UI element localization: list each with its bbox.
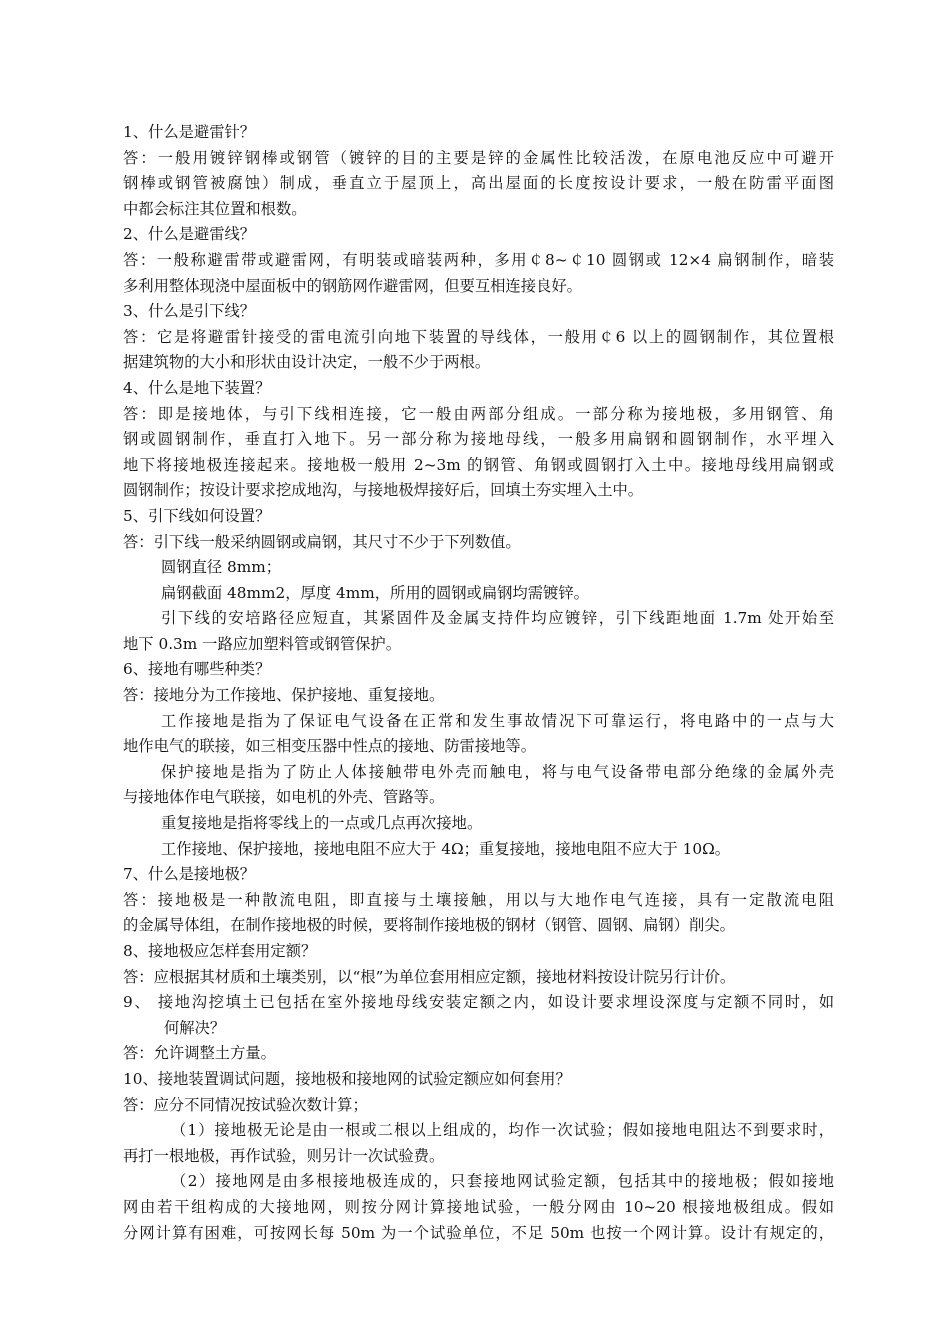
question-8: 8、接地极应怎样套用定额？	[123, 942, 317, 960]
answer-line: （1）接地极无论是由一根或二根以上组成的，均作一次试验；假如接地电阻达不到要求时，	[171, 1121, 834, 1140]
answer-line: 钢或圆钢制作，垂直打入地下。另一部分称为接地母线，一般多用扁钢和圆钢制作，水平埋入	[123, 430, 834, 449]
question-6: 6、接地有哪些种类？	[123, 660, 271, 679]
question-3: 3、什么是引下线？	[123, 302, 256, 321]
answer-line: 答：即是接地体，与引下线相连接，它一般由两部分组成。一部分称为接地极，多用钢管、角	[123, 404, 834, 423]
answer-line: 答：它是将避雷针接受的雷电流引向地下装置的导线体，一般用￠6 以上的圆钢制作，其位置根	[123, 327, 834, 346]
answer-line: 与接地体作电气联接，如电机的外壳、管路等。	[123, 788, 445, 807]
answer-line: 圆钢直径 8mm；	[161, 558, 282, 577]
answer-line: 圆钢制作；按设计要求挖成地沟，与接地极焊接好后，回填土夯实埋入土中。	[123, 481, 644, 500]
answer-line: 分网计算有困难，可按网长每 50m 为一个试验单位，不足 50m 也按一个网计算。设计有规定的，	[123, 1223, 834, 1242]
answer-line: 钢棒或钢管被腐蚀）制成，垂直立于屋顶上，高出屋面的长度按设计要求，一般在防雷平面图	[123, 174, 834, 193]
answer-line: 工作接地、保护接地，接地电阻不应大于 4Ω；重复接地，接地电阻不应大于 10Ω。	[161, 839, 731, 858]
answer-line: 地下 0.3m 一路应加塑料管或钢管保护。	[123, 634, 402, 653]
question-4: 4、什么是地下装置？	[123, 378, 271, 397]
answer-line: 地下将接地极连接起来。接地极一般用 2~3m 的钢管、角钢或圆钢打入土中。接地母线用扁钢或	[123, 455, 834, 474]
answer-line: 引下线的安培路径应短直，其紧固件及金属支持件均应镀锌，引下线距地面 1.7m 处开始至	[161, 609, 834, 628]
answer-line: 多利用整体现浇中屋面板中的钢筋网作避雷网，但要互相连接良好。	[123, 276, 582, 295]
answer-line: 据建筑物的大小和形状由设计决定，一般不少于两根。	[123, 353, 491, 372]
answer-line: 中都会标注其位置和根数。	[123, 199, 307, 218]
answer-line: 答：引下线一般采纳圆钢或扁钢，其尺寸不少于下列数值。	[123, 532, 521, 551]
answer-line: 答：一般称避雷带或避雷网，有明装或暗装两种，多用￠8~￠10 圆钢或 12×4 扁钢制作，暗装	[123, 250, 834, 269]
question-9-cont: 何解决？	[164, 1018, 226, 1037]
question-5: 5、引下线如何设置？	[123, 506, 271, 525]
question-2: 2、什么是避雷线？	[123, 225, 256, 244]
question-1: 1、什么是避雷针？	[123, 123, 256, 141]
answer-line: 保护接地是指为了防止人体接触带电外壳而触电，将与电气设备带电部分绝缘的金属外壳	[161, 762, 834, 781]
answer-line: 答：接地分为工作接地、保护接地、重复接地。	[123, 686, 445, 705]
answer-line: 扁钢截面 48mm2，厚度 4mm，所用的圆钢或扁钢均需镀锌。	[161, 583, 589, 602]
answer-line: 答：应分不同情况按试验次数计算；	[123, 1095, 368, 1114]
answer-line: 重复接地是指将零线上的一点或几点再次接地。	[161, 814, 483, 833]
answer-line: 的金属导体组，在制作接地极的时候，要将制作接地极的钢材（钢管、圆钢、扁钢）削尖。	[123, 916, 735, 935]
question-9: 9、 接地沟挖填土已包括在室外接地母线安装定额之内，如设计要求埋设深度与定额不同时，如	[123, 993, 834, 1012]
answer-line: 答：一般用镀锌钢棒或钢管（镀锌的目的主要是锌的金属性比较活泼，在原电池反应中可避开	[123, 148, 834, 167]
answer-line: 工作接地是指为了保证电气设备在正常和发生事故情况下可靠运行，将电路中的一点与大	[161, 711, 834, 730]
answer-line: （2）接地网是由多根接地极连成的，只套接地网试验定额，包括其中的接地极；假如接地	[171, 1172, 834, 1191]
question-7: 7、什么是接地极？	[123, 865, 256, 884]
answer-line: 答：接地极是一种散流电阻，即直接与土壤接触，用以与大地作电气连接，具有一定散流电阻	[123, 890, 834, 909]
answer-line: 答：允许调整土方量。	[123, 1044, 276, 1063]
answer-line: 再打一根地极，再作试验，则另计一次试验费。	[123, 1146, 445, 1165]
answer-line: 答：应根据其材质和土壤类别，以“根”为单位套用相应定额，接地材料按设计院另行计价。	[123, 967, 736, 986]
question-10: 10、接地装置调试问题，接地极和接地网的试验定额应如何套用？	[123, 1069, 571, 1088]
answer-line: 网由若干组构成的大接地网，则按分网计算接地试验，一般分网由 10~20 根接地极组成。假如	[123, 1197, 834, 1216]
answer-line: 地作电气的联接，如三相变压器中性点的接地、防雷接地等。	[123, 737, 537, 756]
